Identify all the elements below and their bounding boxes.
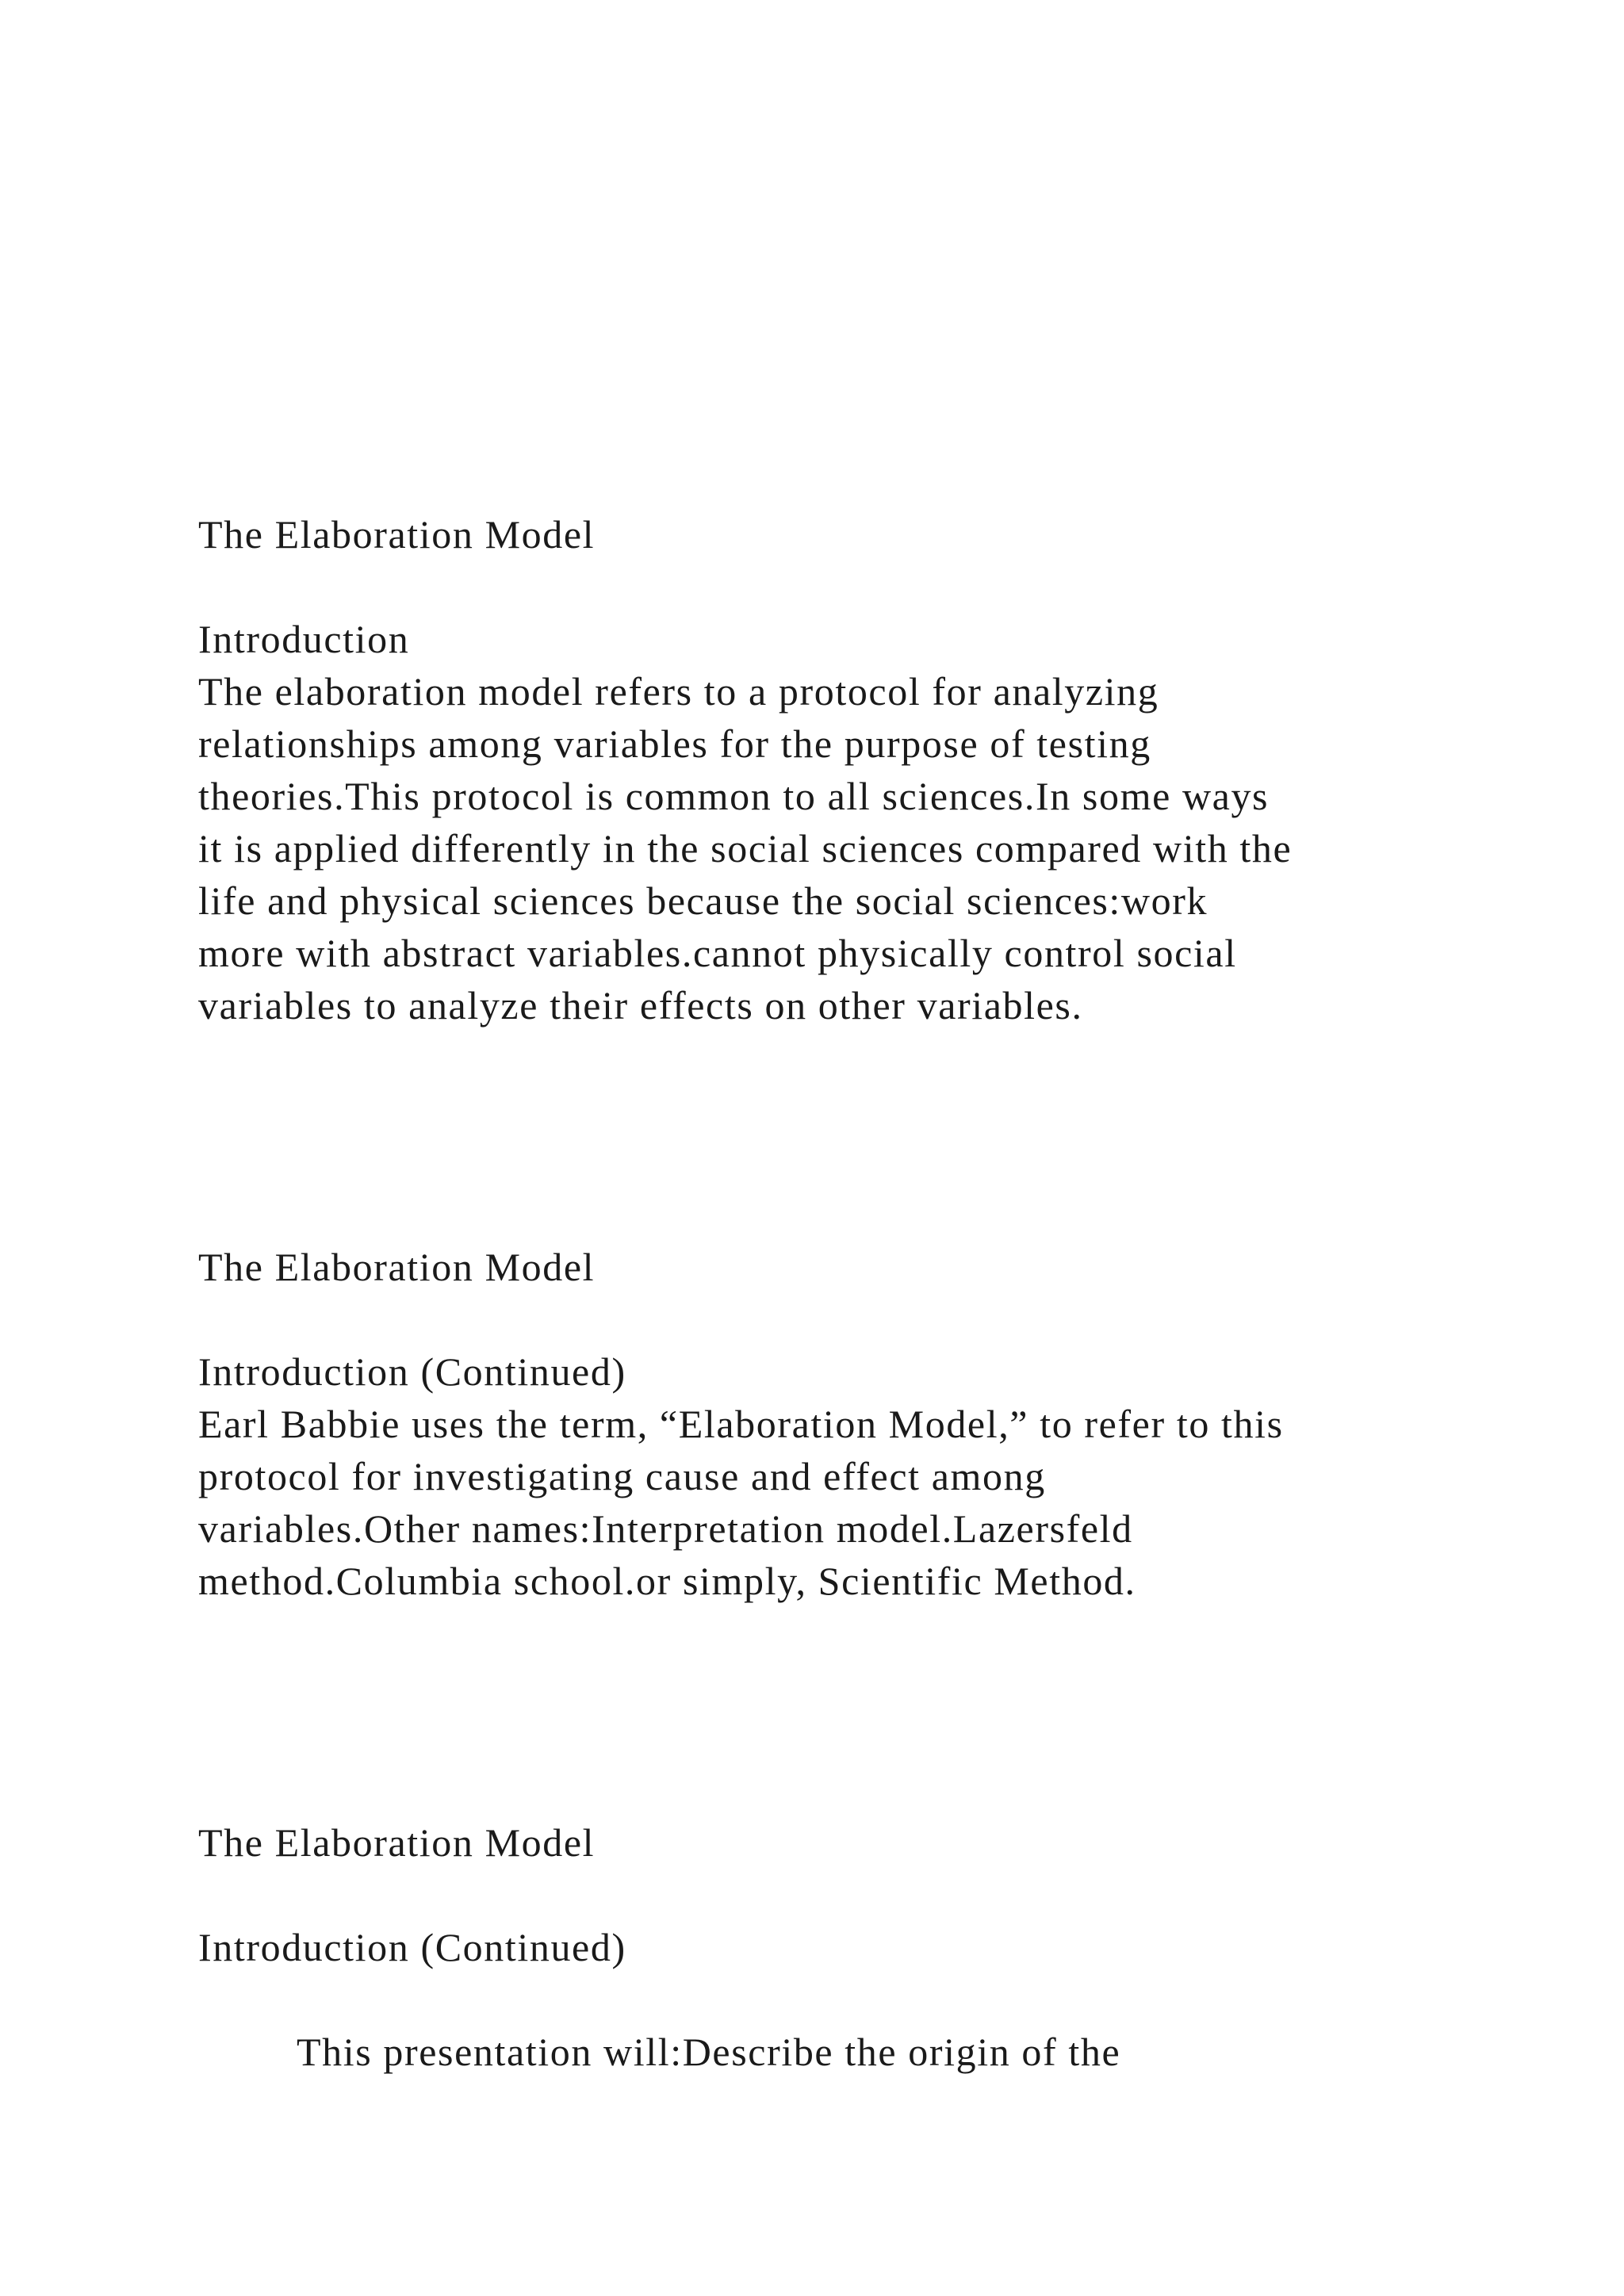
section-2-line-2: protocol for investigating cause and effect among: [198, 1454, 1046, 1498]
section-2-subtitle: Introduction (Continued): [198, 1349, 626, 1394]
section-1-line-3: theories.This protocol is common to all sciences.In some ways: [198, 774, 1270, 818]
section-1-line-2: relationships among variables for the purpose of testing: [198, 721, 1151, 766]
section-1-line-4: it is applied differently in the social sciences compared with the: [198, 826, 1293, 871]
section-3-line-1: This presentation will:Describe the origin of the: [297, 2030, 1121, 2074]
section-2-line-1: Earl Babbie uses the term, “Elaboration Model,” to refer to this: [198, 1402, 1284, 1446]
section-3-title: The Elaboration Model: [198, 1820, 596, 1865]
section-1-line-6: more with abstract variables.cannot physically control social: [198, 931, 1237, 975]
section-1-line-5: life and physical sciences because the social sciences:work: [198, 878, 1208, 923]
section-1-subtitle: Introduction: [198, 617, 410, 661]
section-1-line-7: variables to analyze their effects on other variables.: [198, 983, 1083, 1027]
section-2-line-3: variables.Other names:Interpretation model.Lazersfeld: [198, 1506, 1133, 1551]
section-2-line-4: method.Columbia school.or simply, Scientific Method.: [198, 1559, 1136, 1603]
section-3-subtitle: Introduction (Continued): [198, 1925, 626, 1969]
section-1-line-1: The elaboration model refers to a protocol for analyzing: [198, 669, 1159, 714]
section-2-title: The Elaboration Model: [198, 1245, 596, 1289]
section-1-title: The Elaboration Model: [198, 512, 596, 557]
